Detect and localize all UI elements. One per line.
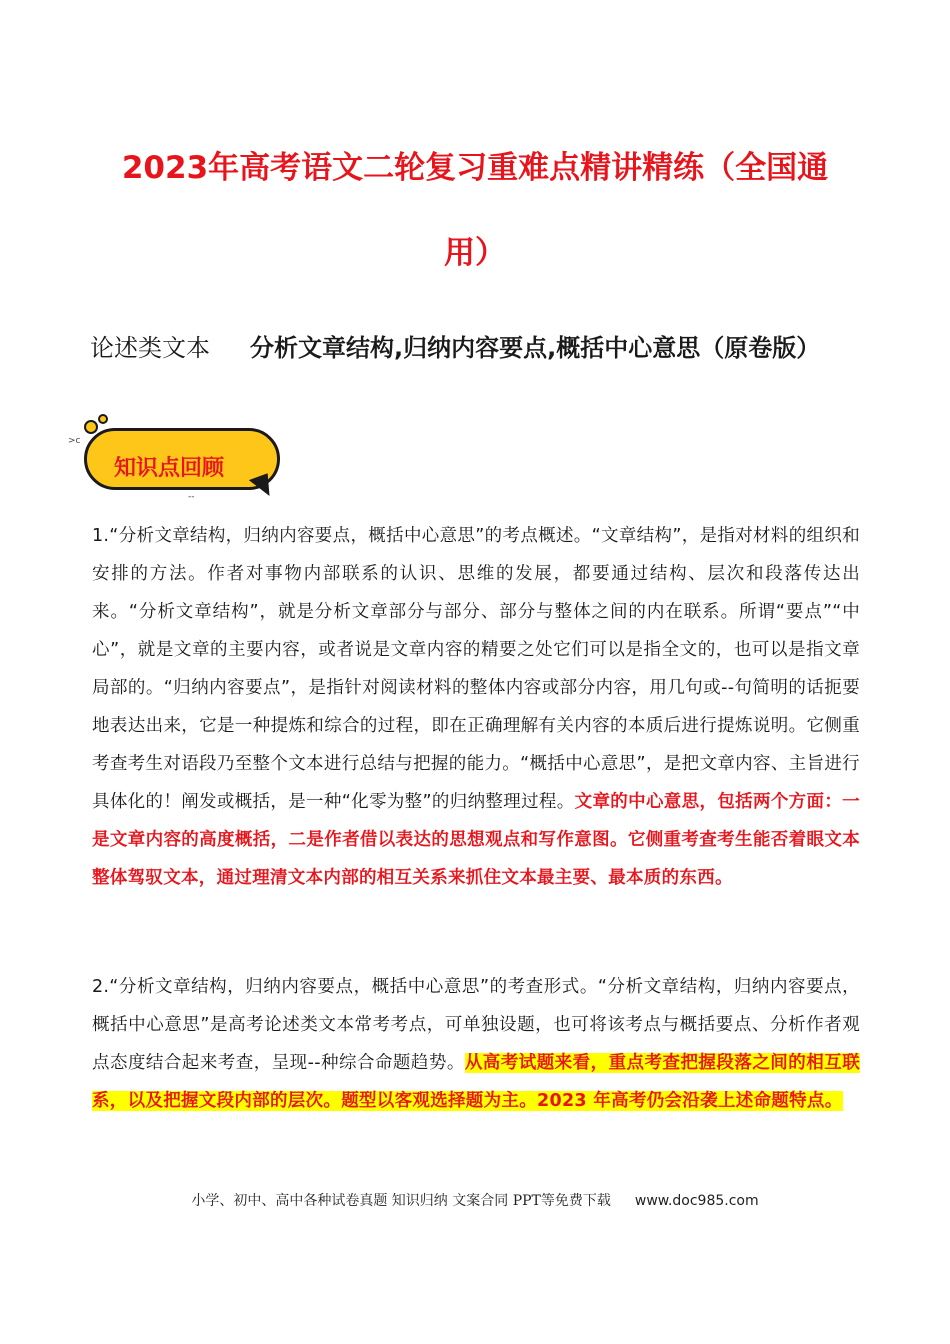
badge-mark-bottom: -- [188,492,195,502]
subtitle [90,328,820,363]
paragraph-1-emphasis: 文章的中心意思，包括两个方面：一是文章内容的高度概括，二是作者借以表达的思想观点和写作意图。它侧重考查考生能否着眼文本整体驾驭文本，通过理清文本内部的相互关系来抓住文本最主要、最本质的东西。 [92,792,860,888]
paragraph-1 [92,517,860,897]
page-footer [0,1190,950,1210]
subtitle-topic: 分析文章结构,归纳内容要点,概括中心意思（原卷版） [250,334,821,362]
subtitle-category: 论述类文本 [90,334,210,362]
badge-label: 知识点回顾 [114,456,225,481]
paragraph-1-text: 1.“分析文章结构，归纳内容要点，概括中心意思”的考点概述。“文章结构”，是指对材料的组织和安排的方法。作者对事物内部联系的认识、思维的发展，都要通过结构、层次和段落传达出来。“分析文章结构”，就是分析文章部分与部分、部分与整体之间的内在联系。所谓“要点”“中心”，就是文章的主要内容，或者说是文章内容的精要之处它们可以是指全文的，也可以是指文章局部的。“归纳内容要点”，是指针对阅读材料的整体内容或部分内容，用几句或--句简明的话扼要地表达出来，它是一种提炼和综合的过程，即在正确理解有关内容的本质后进行提炼说明。它侧重考查考生对语段乃至整个文本进行总结与把握的能力。“概括中心意思”，是把文章内容、主旨进行具体化的！阐发或概括，是一种“化零为整”的归纳整理过程。 [92,526,860,812]
paragraph-2-highlight: 从高考试题来看，重点考查把握段落之间的相互联系，以及把握文段内部的层次。题型以客观选择题为主。2023 年高考仍会沿袭上述命题特点。 [92,1053,860,1111]
document-title-line-2: 用） [444,235,506,271]
section-badge [62,420,292,510]
footer-url: www.doc985.com [634,1193,759,1209]
paragraph-2 [92,968,860,1120]
badge-mark-left: >c [68,436,81,446]
document-title-line-1: 2023年高考语文二轮复习重难点精讲精练（全国通 [121,150,829,186]
footer-text: 小学、初中、高中各种试卷真题 知识归纳 文案合同 PPT等免费下载 [191,1193,611,1209]
badge-dot-icon [84,420,98,434]
paragraph-2-text: 2.“分析文章结构，归纳内容要点，概括中心意思”的考查形式。“分析文章结构，归纳内容要点，概括中心意思”是高考论述类文本常考考点，可单独设题，也可将该考点与概括要点、分析作者观点态度结合起来考查，呈现--种综合命题趋势。 [92,977,860,1073]
badge-dot-small-icon [98,414,108,424]
